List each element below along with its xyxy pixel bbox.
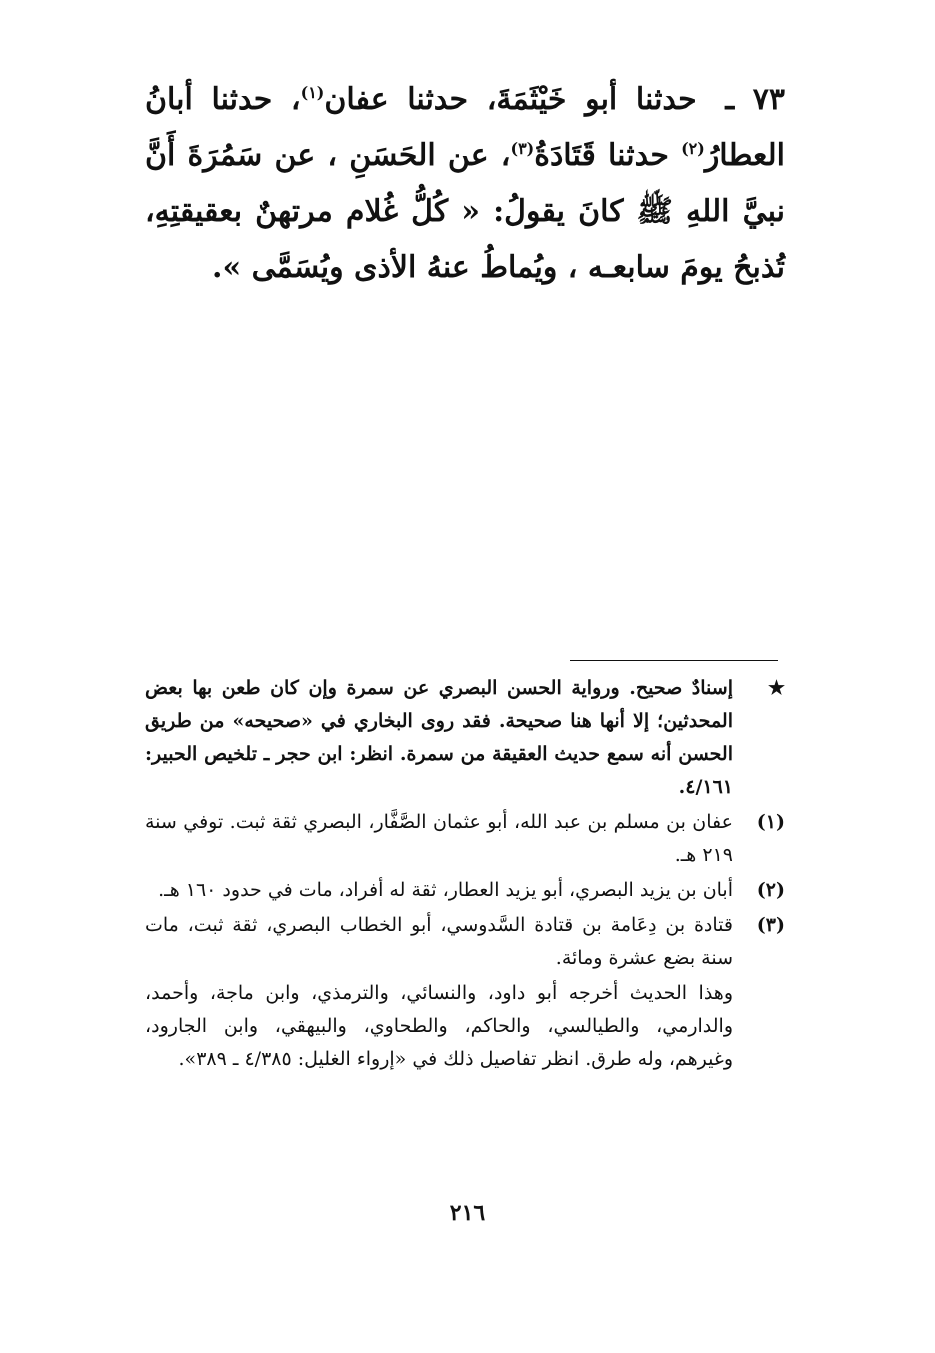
footnote-divider [570, 660, 778, 661]
star-marker: ★ [767, 677, 785, 699]
footnote-marker: (١) [756, 811, 785, 833]
hadith-text-part: حدثنا أبو خَيْثَمَةَ، حدثنا عفان [324, 82, 697, 117]
hadith-text-part: ، عن الحَسَنِ ، عن سَمُرَةَ أَنَّ نبيَّ اللهِ ﷺ كانَ يقولُ: « كُلُّ غُلام مرتهنٌ بعقيقتِهِ، تُذبحُ يومَ سابعـه ، ويُماطُ عنهُ الأذى ويُسَمَّى ». [145, 138, 785, 285]
footnote-star [145, 672, 785, 804]
footnote-marker: (٣) [756, 914, 785, 936]
footnote-ref-1: (١) [300, 83, 325, 102]
hadith-number: ٧٣ ـ [725, 82, 786, 117]
footnote-text: أبان بن يزيد البصري، أبو يزيد العطار، ثقة له أفراد، مات في حدود ١٦٠ هـ. [158, 879, 733, 901]
footnote-text: عفان بن مسلم بن عبد الله، أبو عثمان الصَّفَّار، البصري ثقة ثبت. توفي سنة ٢١٩ هـ. [145, 811, 733, 866]
footnote-3 [145, 909, 785, 975]
hadith-text [145, 72, 785, 296]
footnote-ref-3: (٣) [510, 139, 535, 158]
footnote-1 [145, 806, 785, 872]
footnote-marker: (٢) [756, 879, 785, 901]
footnote-2 [145, 874, 785, 907]
hadith-text-part: ، حدثنا أبانُ العطارُ [145, 82, 785, 173]
footnote-ref-2: (٢) [681, 139, 705, 158]
hadith-text-part: حدثنا قَتَادَةُ [534, 138, 669, 173]
footnotes [145, 672, 785, 1076]
footnote-extra: وهذا الحديث أخرجه أبو داود، والنسائي، والترمذي، وابن ماجة، وأحمد، والدارمي، والطيالسي، والحاكم، والطحاوي، والبيهقي، وابن الجارود، وغيرهم، وله طرق. انظر تفاصيل ذلك في «إرواء الغليل: ٤/٣٨٥ ـ ٣٨٩». [145, 982, 733, 1070]
footnote-text: قتادة بن دِعَامة بن قتادة السَّدوسي، أبو الخطاب البصري، ثقة ثبت، مات سنة بضع عشرة ومائة. [145, 914, 733, 969]
footnote-text: إسنادٌ صحيح. ورواية الحسن البصري عن سمرة وإن كان طعن بها بعض المحدثين؛ إلا أنها هنا صحيحة. فقد روى البخاري في «صحيحه» من طريق الحسن أنه سمع حديث العقيقة من سمرة. انظر: ابن حجر ـ تلخيص الحبير: ٤/١٦١. [145, 677, 733, 798]
page-number: ٢١٦ [449, 1200, 486, 1226]
